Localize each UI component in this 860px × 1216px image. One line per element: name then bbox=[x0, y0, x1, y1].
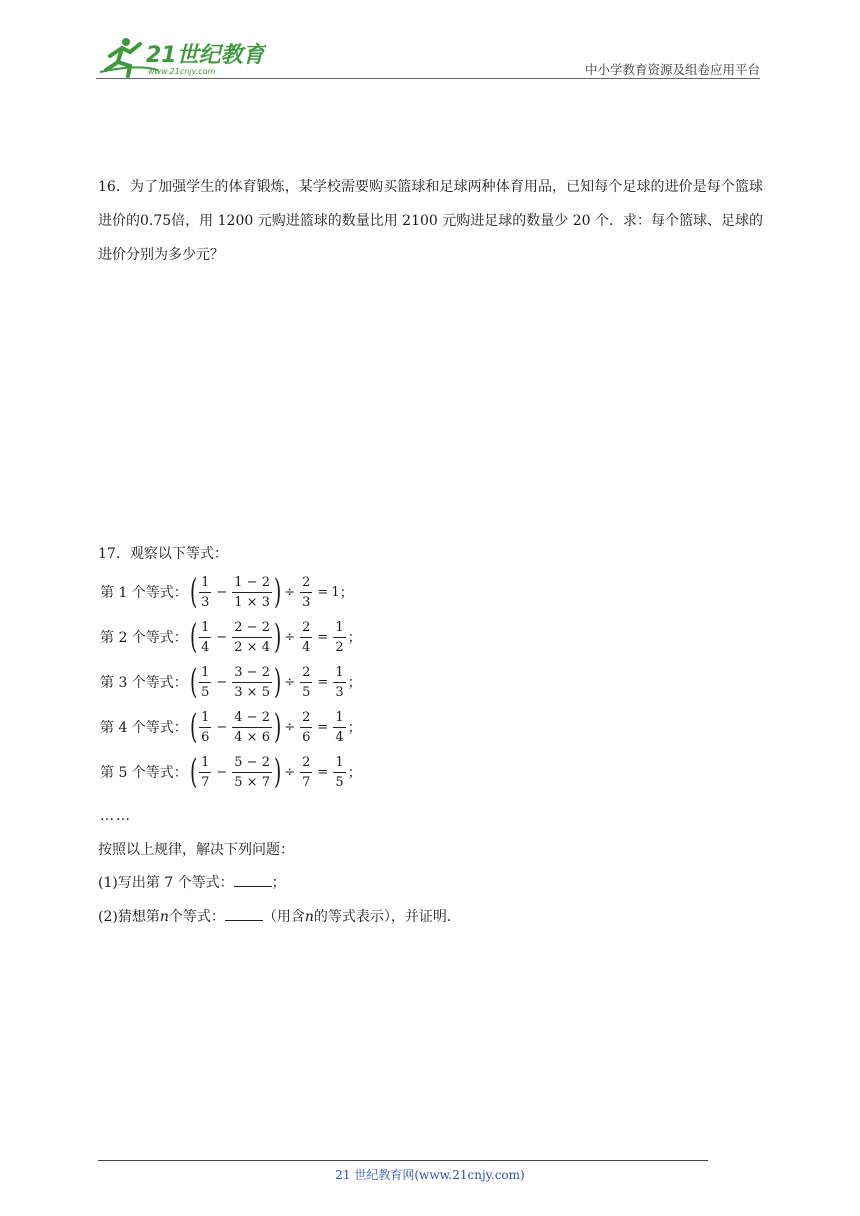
logo-url: www.21cnjy.com bbox=[148, 67, 216, 76]
part-2-suffix: 的等式表示），并证明． bbox=[313, 909, 461, 925]
right-paren: ) bbox=[273, 572, 282, 612]
divide-sign: ÷ bbox=[284, 674, 296, 690]
footer-divider bbox=[98, 1160, 708, 1161]
minus-sign: − bbox=[216, 584, 228, 600]
equation-label: 第 2 个等式： bbox=[100, 630, 188, 646]
fraction-c: $\frac{2}{3}$ bbox=[302, 574, 311, 610]
result-fraction: $\frac{1}{2}$ bbox=[335, 619, 344, 655]
right-paren: ) bbox=[273, 617, 282, 657]
page-header bbox=[96, 34, 760, 80]
equation-label: 第 3 个等式： bbox=[100, 675, 188, 691]
equation-math bbox=[190, 707, 348, 747]
fraction-a: $\frac{1}{3}$ bbox=[201, 574, 210, 610]
header-divider bbox=[96, 78, 760, 79]
equals-sign: = bbox=[317, 719, 329, 735]
result-fraction: $\frac{1}{5}$ bbox=[335, 754, 344, 790]
question-16: 16．为了加强学生的体育锻炼，某学校需要购买篮球和足球两种体育用品，已知每个足球的进价是每个篮球进价的0.75倍，用 1200 元购进篮球的数量比用 2100 元购进足球的数量少 20 个．求：每个篮球、足球的进价分别为多少元？ bbox=[98, 179, 763, 263]
part-1 bbox=[98, 870, 286, 896]
divide-sign: ÷ bbox=[284, 719, 296, 735]
equation-label: 第 5 个等式： bbox=[100, 765, 188, 781]
question-17-title: 17．观察以下等式： bbox=[98, 546, 228, 562]
equation-row bbox=[100, 662, 362, 702]
equals-sign: = bbox=[317, 674, 329, 690]
equation-math bbox=[190, 662, 348, 702]
fraction-c: $\frac{2}{7}$ bbox=[302, 754, 311, 790]
fraction-b: $\frac{3 - 2}{3 \times 5}$ bbox=[234, 664, 270, 700]
left-paren: ( bbox=[189, 707, 198, 747]
minus-sign: − bbox=[216, 629, 228, 645]
fraction-c: $\frac{2}{6}$ bbox=[302, 709, 311, 745]
logo-text: 21世纪教育 bbox=[146, 43, 265, 68]
result-value: 1 bbox=[331, 584, 340, 600]
equation-label: 第 4 个等式： bbox=[100, 720, 188, 736]
equals-sign: = bbox=[317, 629, 329, 645]
fraction-b: $\frac{2 - 2}{2 \times 4}$ bbox=[234, 619, 270, 655]
equals-sign: = bbox=[317, 584, 329, 600]
equation-row bbox=[100, 707, 362, 747]
equation-end: ； bbox=[347, 720, 362, 736]
fraction-b: $\frac{4 - 2}{4 \times 6}$ bbox=[234, 709, 270, 745]
divide-sign: ÷ bbox=[284, 584, 296, 600]
ellipsis: …… bbox=[100, 808, 132, 824]
part-1-suffix: ； bbox=[271, 875, 286, 891]
equation-math bbox=[190, 572, 340, 612]
instruction-text: 按照以上规律，解决下列问题： bbox=[98, 842, 294, 858]
equation-math bbox=[190, 617, 348, 657]
part-2-paren: （用含 bbox=[262, 909, 305, 925]
minus-sign: − bbox=[216, 764, 228, 780]
left-paren: ( bbox=[189, 752, 198, 792]
equation-end: ； bbox=[347, 675, 362, 691]
fraction-b: $\frac{5 - 2}{5 \times 7}$ bbox=[234, 754, 270, 790]
equation-math bbox=[190, 752, 348, 792]
variable-n: n bbox=[159, 909, 169, 925]
result-fraction: $\frac{1}{4}$ bbox=[335, 709, 344, 745]
left-paren: ( bbox=[189, 662, 198, 702]
part-1-prefix: (1)写出第 7 个等式： bbox=[98, 875, 234, 891]
fraction-a: $\frac{1}{7}$ bbox=[201, 754, 210, 790]
fraction-c: $\frac{2}{4}$ bbox=[302, 619, 311, 655]
site-logo bbox=[96, 34, 266, 78]
platform-name: 中小学教育资源及组卷应用平台 bbox=[584, 62, 760, 77]
equation-row bbox=[100, 572, 354, 612]
fraction-c: $\frac{2}{5}$ bbox=[302, 664, 311, 700]
fraction-a: $\frac{1}{6}$ bbox=[201, 709, 210, 745]
part-2-mid: 个等式： bbox=[168, 909, 225, 925]
variable-n-2: n bbox=[304, 909, 314, 925]
equation-label: 第 1 个等式： bbox=[100, 585, 188, 601]
right-paren: ) bbox=[273, 707, 282, 747]
fraction-b: $\frac{1 - 2}{1 \times 3}$ bbox=[234, 574, 270, 610]
part-2-prefix: (2)猜想第 bbox=[98, 909, 160, 925]
equation-end: ； bbox=[347, 765, 362, 781]
equals-sign: = bbox=[317, 764, 329, 780]
minus-sign: − bbox=[216, 674, 228, 690]
answer-blank-2 bbox=[225, 906, 263, 921]
right-paren: ) bbox=[273, 752, 282, 792]
equation-end: ； bbox=[339, 585, 354, 601]
divide-sign: ÷ bbox=[284, 629, 296, 645]
equation-row bbox=[100, 752, 362, 792]
divide-sign: ÷ bbox=[284, 764, 296, 780]
minus-sign: − bbox=[216, 719, 228, 735]
right-paren: ) bbox=[273, 662, 282, 702]
result-fraction: $\frac{1}{3}$ bbox=[335, 664, 344, 700]
footer-text: 21 世纪教育网(www.21cnjy.com) bbox=[335, 1168, 525, 1182]
answer-blank-1 bbox=[234, 872, 272, 887]
equation-end: ； bbox=[347, 630, 362, 646]
fraction-a: $\frac{1}{4}$ bbox=[201, 619, 210, 655]
part-2 bbox=[98, 904, 461, 930]
left-paren: ( bbox=[189, 617, 198, 657]
fraction-a: $\frac{1}{5}$ bbox=[201, 664, 210, 700]
equation-row bbox=[100, 617, 362, 657]
left-paren: ( bbox=[189, 572, 198, 612]
